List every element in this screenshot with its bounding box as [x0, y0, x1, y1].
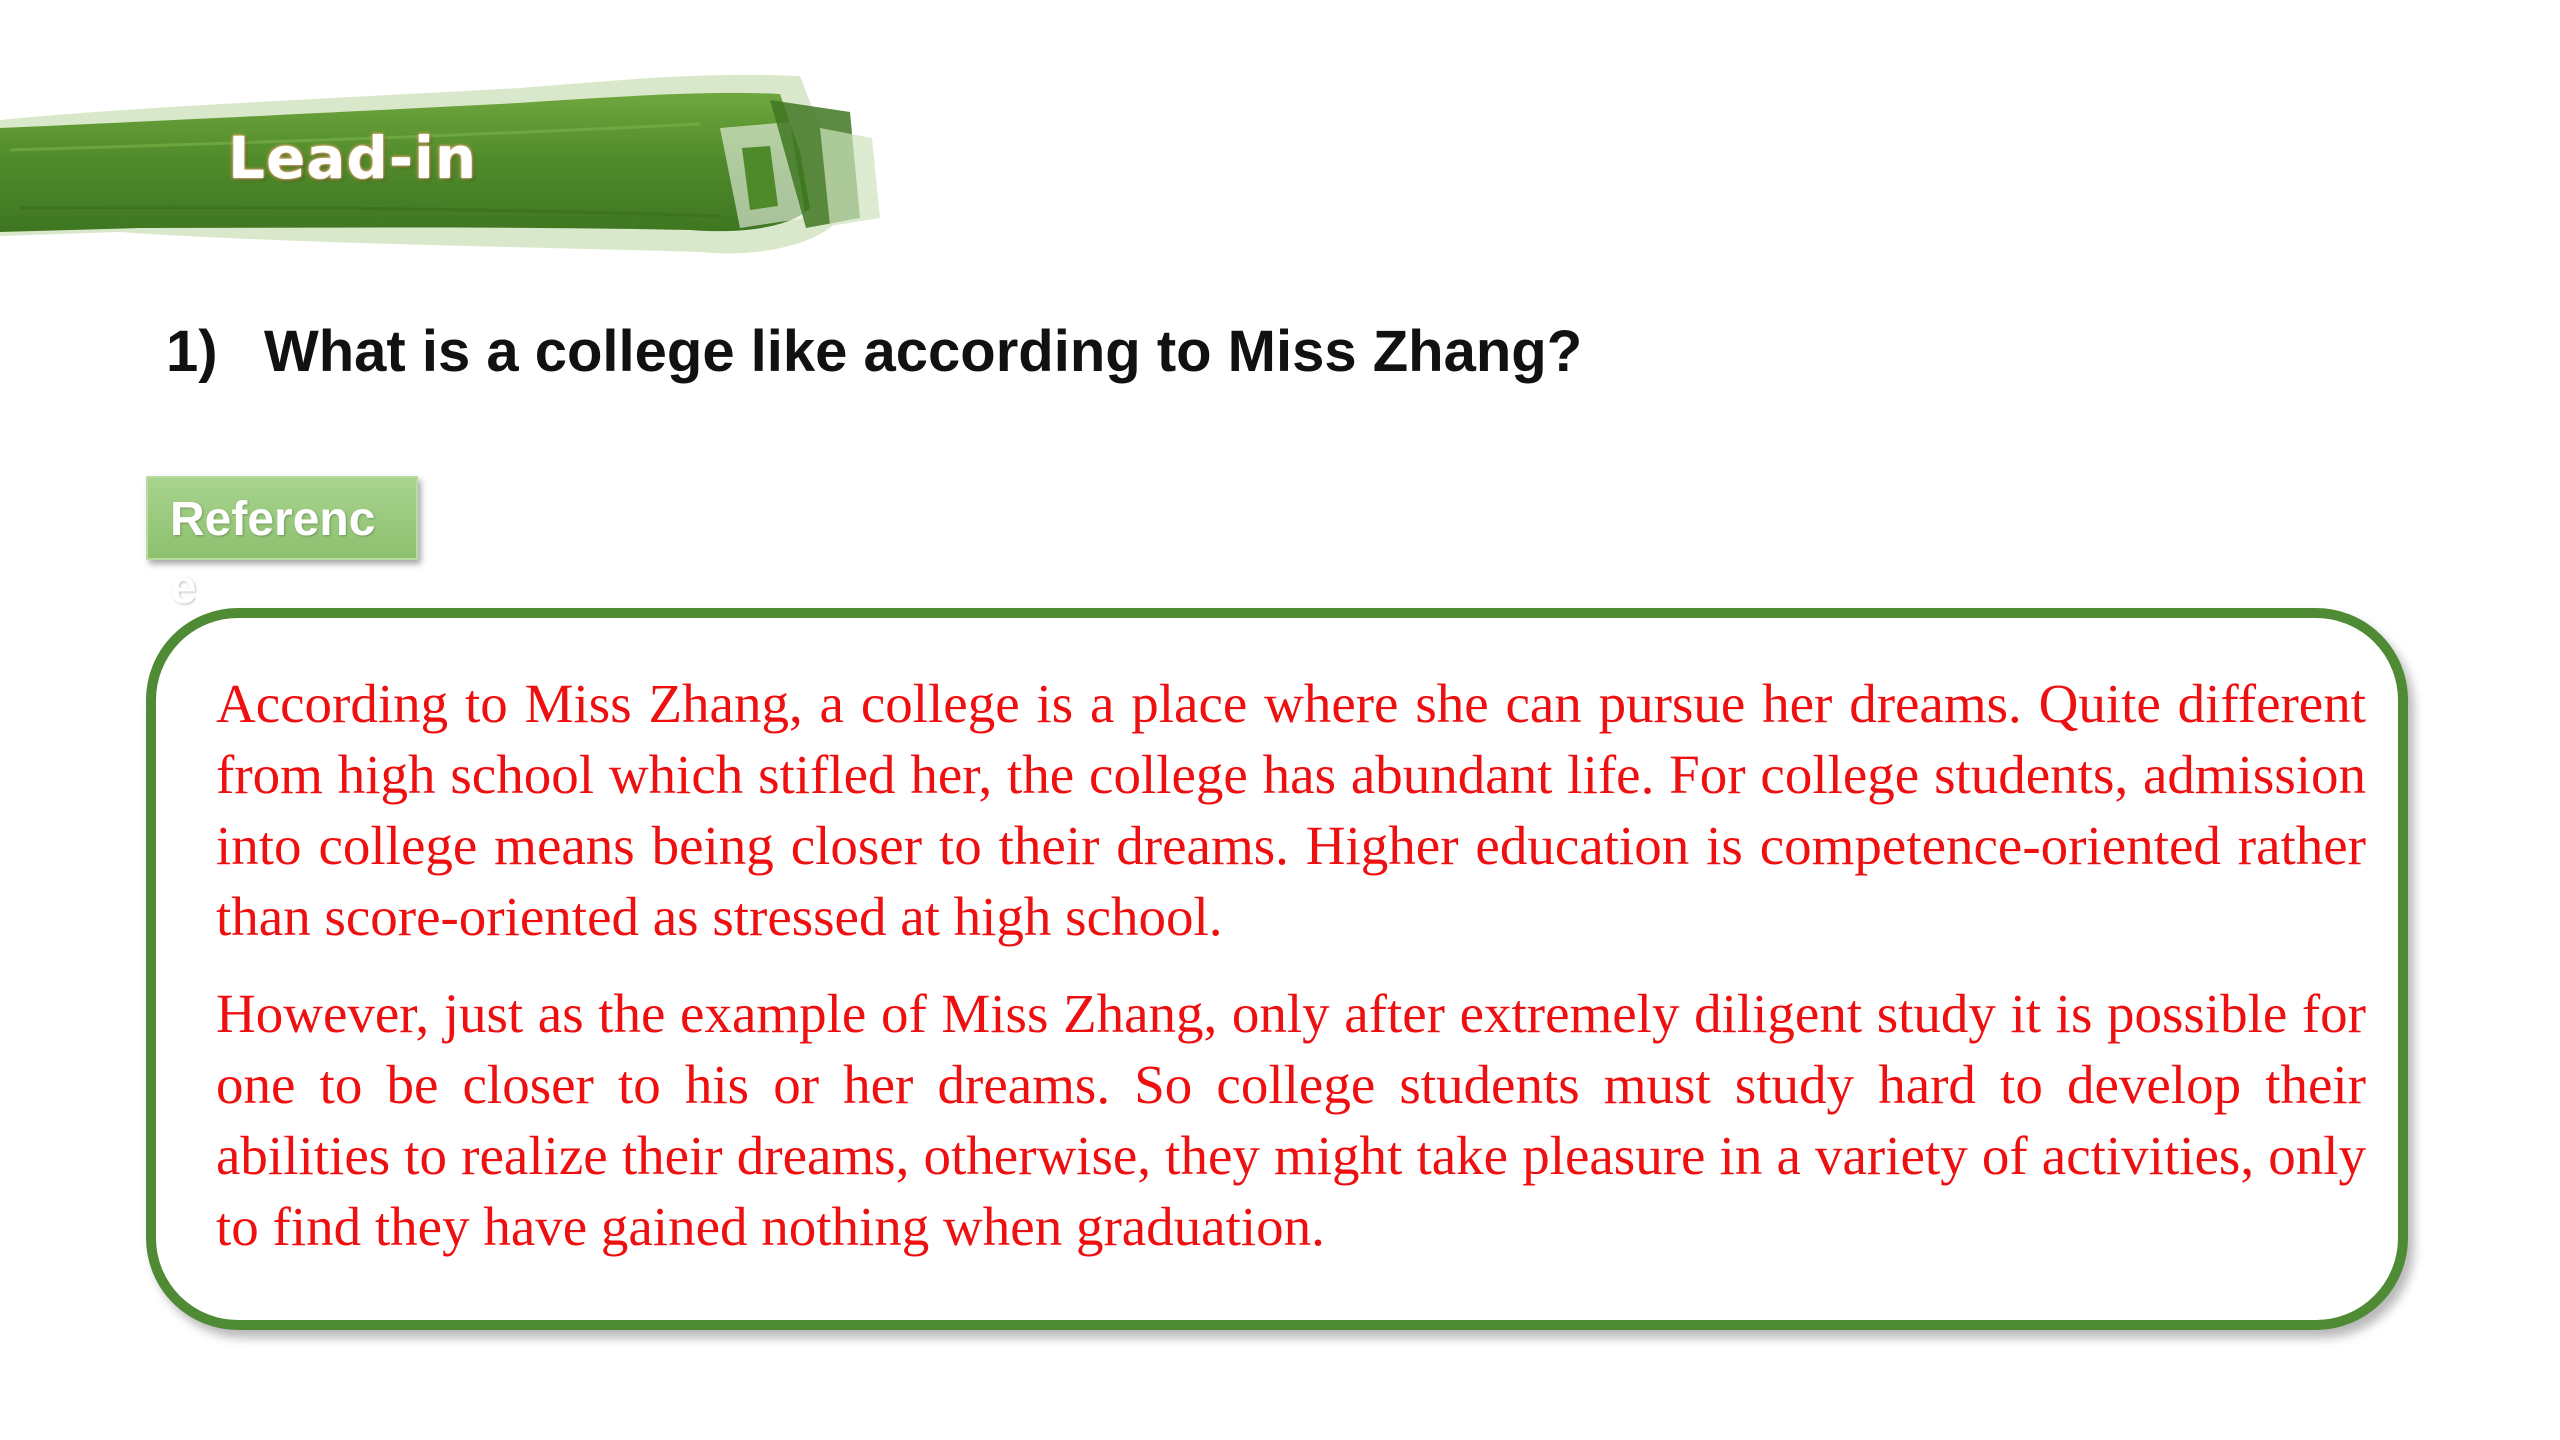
answer-text [216, 668, 2366, 1288]
lead-in-banner [0, 68, 900, 268]
answer-paragraph: However, just as the example of Miss Zhang, only after extremely diligent study it is possible for one to be closer to his or her dreams. So college students must study hard to develop their abilities to realize their dreams, otherwise, they might take pleasure in a variety of activities, only to find they have gained nothing when graduation. [216, 983, 2366, 1257]
answer-box [146, 608, 2408, 1330]
question-number: 1) [166, 319, 218, 384]
question-text: What is a college like according to Miss Zhang? [264, 319, 1583, 384]
reference-button[interactable] [146, 476, 418, 614]
banner-title: Lead-in [228, 124, 478, 192]
reference-button-label: Reference [170, 493, 376, 614]
question [166, 318, 1582, 385]
answer-paragraph: According to Miss Zhang, a college is a place where she can pursue her dreams. Quite different from high school which stifled her, the college has abundant life. For college students, admission into college means being closer to their dreams. Higher education is competence-oriented rather than score-oriented as stressed at high school. [216, 673, 2366, 947]
